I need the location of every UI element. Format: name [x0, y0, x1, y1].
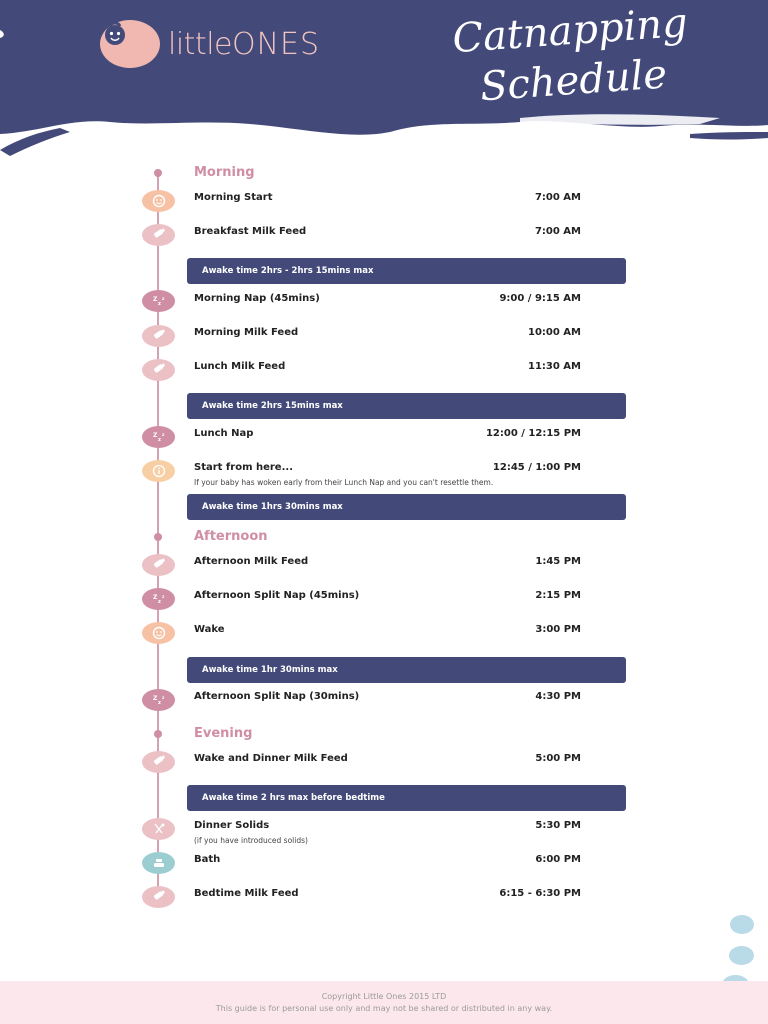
item-note: If your baby has woken early from their Lunch Nap and you can't resettle them. — [194, 478, 494, 487]
svg-text:z: z — [161, 296, 164, 301]
item-time: 7:00 AM — [534, 192, 581, 203]
item-label: Dinner Solids — [194, 820, 270, 831]
item-time: 6:00 PM — [535, 854, 581, 865]
header-banner — [0, 0, 768, 160]
face-icon — [142, 622, 175, 644]
item-label: Wake and Dinner Milk Feed — [194, 753, 348, 764]
svg-text:Z: Z — [152, 594, 157, 601]
page-title-line1: Catnapping — [451, 0, 690, 63]
section-dot — [154, 169, 162, 177]
brand-wordmark — [168, 27, 320, 62]
item-time: 5:30 PM — [535, 820, 581, 831]
section-dot — [154, 730, 162, 738]
bath-icon — [142, 852, 175, 874]
zzz-icon — [142, 588, 175, 610]
item-label: Afternoon Split Nap (45mins) — [194, 590, 360, 601]
section-dot — [154, 533, 162, 541]
item-label: Afternoon Milk Feed — [194, 556, 309, 567]
decorative-bubble — [730, 915, 754, 934]
item-label: Wake — [194, 624, 225, 635]
brand-logo — [100, 20, 320, 68]
bottle-icon — [142, 554, 175, 576]
item-label: Lunch Milk Feed — [194, 361, 286, 372]
item-note: (if you have introduced solids) — [194, 836, 308, 845]
item-time: 4:30 PM — [535, 691, 581, 702]
footer-copyright: Copyright Little Ones 2015 LTD — [321, 992, 447, 1001]
bottle-icon — [142, 325, 175, 347]
item-time: 11:30 AM — [527, 361, 581, 372]
item-label: Morning Start — [194, 192, 273, 203]
footer — [0, 981, 768, 1024]
baby-face-icon — [100, 20, 160, 68]
item-time: 10:00 AM — [527, 327, 581, 338]
bottle-icon — [142, 886, 175, 908]
item-time: 12:00 / 12:15 PM — [485, 428, 581, 439]
face-icon — [142, 190, 175, 212]
awake-time-bar: Awake time 1hrs 30mins max — [187, 494, 626, 520]
svg-text:z: z — [161, 695, 164, 700]
svg-text:Z: Z — [152, 695, 157, 702]
item-label: Bath — [194, 854, 221, 865]
bottle-icon — [142, 359, 175, 381]
svg-text:z: z — [157, 301, 161, 307]
item-label: Afternoon Split Nap (30mins) — [194, 691, 360, 702]
item-label: Morning Nap (45mins) — [194, 293, 320, 304]
decorative-bubble — [729, 946, 754, 965]
item-time: 6:15 - 6:30 PM — [499, 888, 581, 899]
info-icon — [142, 460, 175, 482]
page-title-line2: Schedule — [479, 51, 669, 111]
awake-time-bar: Awake time 2hrs 15mins max — [187, 393, 626, 419]
item-label: Morning Milk Feed — [194, 327, 299, 338]
page-title — [451, 0, 693, 114]
item-time: 3:00 PM — [535, 624, 581, 635]
svg-text:z: z — [157, 599, 161, 605]
zzz-icon — [142, 426, 175, 448]
svg-text:z: z — [157, 437, 161, 443]
item-time: 9:00 / 9:15 AM — [499, 293, 581, 304]
bottle-icon — [142, 751, 175, 773]
svg-text:z: z — [157, 700, 161, 706]
item-label: Lunch Nap — [194, 428, 254, 439]
zzz-icon — [142, 290, 175, 312]
item-label: Breakfast Milk Feed — [194, 226, 307, 237]
item-time: 1:45 PM — [535, 556, 581, 567]
section-title-afternoon: Afternoon — [194, 529, 268, 544]
awake-time-bar: Awake time 2 hrs max before bedtime — [187, 785, 626, 811]
awake-time-bar: Awake time 2hrs - 2hrs 15mins max — [187, 258, 626, 284]
svg-text:z: z — [161, 432, 164, 437]
awake-time-bar: Awake time 1hr 30mins max — [187, 657, 626, 683]
svg-text:Z: Z — [152, 432, 157, 439]
section-title-morning: Morning — [194, 165, 255, 180]
brand-word-ones: ONES — [232, 26, 321, 62]
item-time: 5:00 PM — [535, 753, 581, 764]
bottle-icon — [142, 224, 175, 246]
item-label: Start from here... — [194, 462, 293, 473]
section-title-evening: Evening — [194, 726, 253, 741]
svg-text:Z: Z — [152, 296, 157, 303]
footer-disclaimer: This guide is for personal use only and may not be shared or distributed in any way. — [215, 1004, 553, 1013]
svg-text:z: z — [161, 594, 164, 599]
item-label: Bedtime Milk Feed — [194, 888, 299, 899]
item-time: 2:15 PM — [535, 590, 581, 601]
zzz-icon — [142, 689, 175, 711]
brand-word-little: little — [168, 26, 232, 62]
item-time: 12:45 / 1:00 PM — [492, 462, 581, 473]
item-time: 7:00 AM — [534, 226, 581, 237]
utensils-icon — [142, 818, 175, 840]
